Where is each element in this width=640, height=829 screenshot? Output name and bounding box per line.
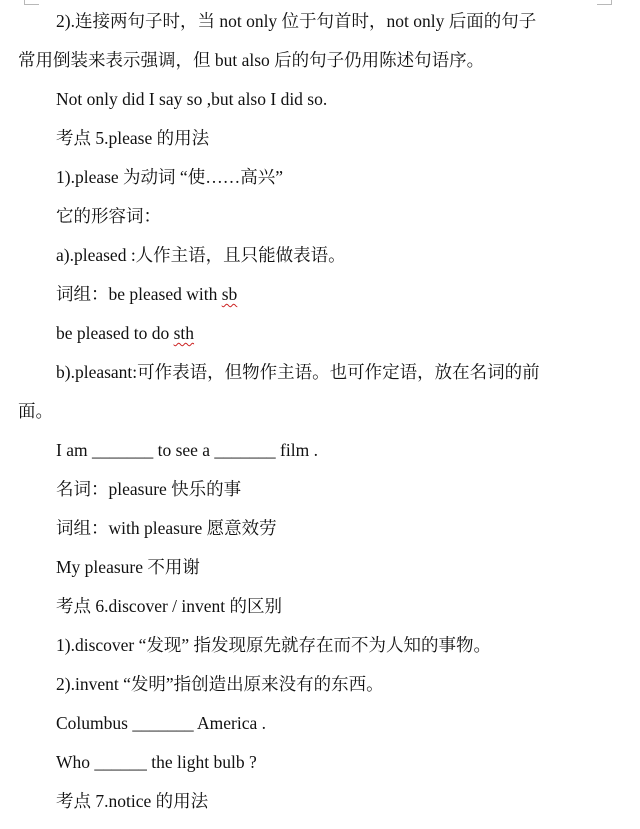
text-line-phrase-pleased-with	[0, 281, 237, 307]
text-line-pleasant: b).pleasant:可作表语，但物作主语。也可作定语，放在名词的前	[56, 362, 540, 382]
exercise-sentence-light-bulb: Who ______ the light bulb ?	[56, 752, 257, 772]
section-heading-please: 考点 5.please 的用法	[56, 128, 210, 148]
text-line-please-verb: 1).please 为动词 “使……高兴”	[56, 167, 283, 187]
text-line-pleased: a).pleased :人作主语，且只能做表语。	[56, 245, 346, 265]
text-line-pleasant-cont: 面。	[18, 401, 53, 421]
text-line-pleased-to-do	[0, 320, 194, 346]
exercise-sentence-pleased-pleasant: I am _______ to see a _______ film .	[56, 440, 318, 460]
text-line-adjective-intro: 它的形容词：	[56, 206, 161, 226]
text-line-my-pleasure: My pleasure 不用谢	[56, 557, 200, 577]
spellcheck-word: sb	[221, 284, 238, 304]
text-line-with-pleasure: 词组：with pleasure 愿意效劳	[56, 518, 277, 538]
text-line-not-only-inversion: 2).连接两句子时，当 not only 位于句首时，not only 后面的句子	[56, 11, 537, 31]
exercise-sentence-columbus: Columbus _______ America .	[56, 713, 266, 733]
phrase-text: be pleased to do	[56, 323, 174, 343]
phrase-text: 词组：be pleased with	[56, 284, 222, 304]
page-corner-mark-right	[597, 0, 612, 5]
example-sentence-not-only: Not only did I say so ,but also I did so.	[56, 89, 328, 109]
text-line-invent: 2).invent “发明”指创造出原来没有的东西。	[56, 674, 384, 694]
page-corner-mark-left	[24, 0, 39, 5]
section-heading-discover-invent: 考点 6.discover / invent 的区别	[56, 596, 283, 616]
section-heading-notice: 考点 7.notice 的用法	[56, 791, 209, 811]
text-line-noun-pleasure: 名词：pleasure 快乐的事	[56, 479, 242, 499]
spellcheck-word: sth	[173, 323, 195, 343]
text-line-not-only-inversion-cont: 常用倒装来表示强调，但 but also 后的句子仍用陈述句语序。	[18, 50, 485, 70]
text-line-discover: 1).discover “发现” 指发现原先就存在而不为人知的事物。	[56, 635, 492, 655]
